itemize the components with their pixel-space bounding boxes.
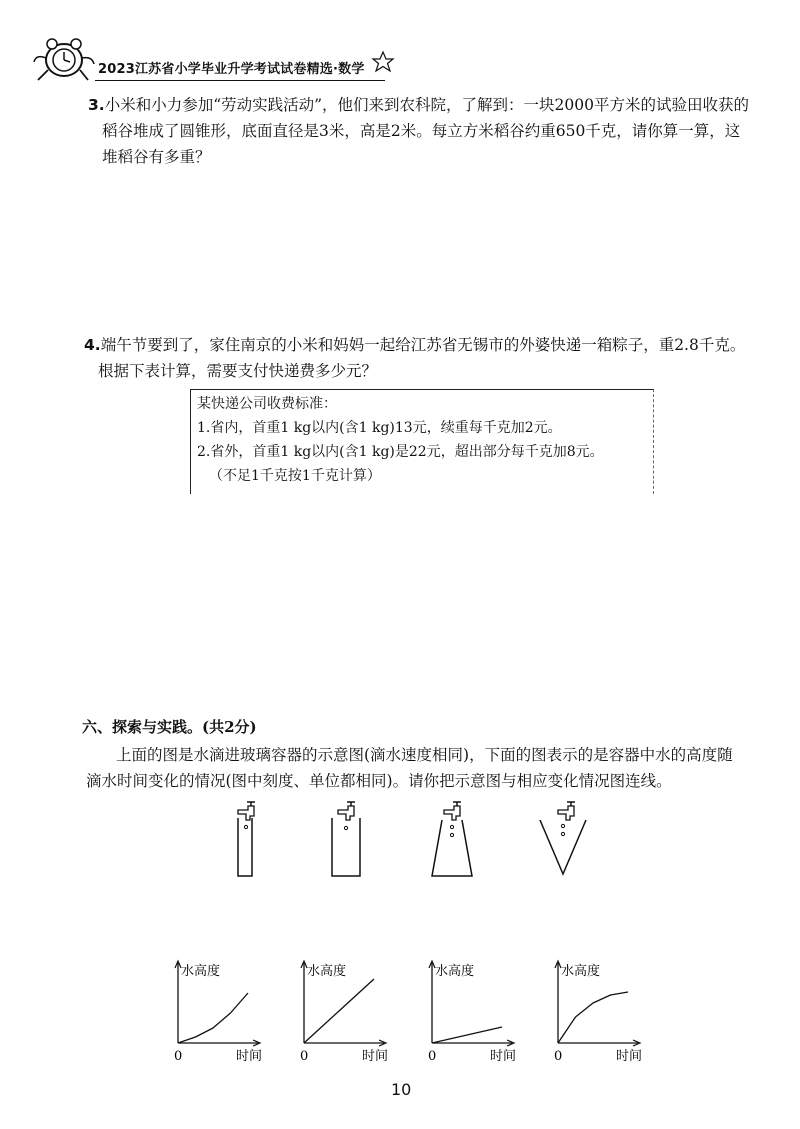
header-title: 2023江苏省小学毕业升学考试试卷精选·数学	[98, 62, 365, 77]
origin-label: 0	[428, 1049, 437, 1064]
section-6-line-1: 上面的图是水滴进玻璃容器的示意图(滴水速度相同)，下面的图表示的是容器中水的高度随	[116, 746, 733, 764]
x-axis-label: 时间	[236, 1049, 263, 1064]
series-line	[558, 992, 628, 1043]
header-rule	[95, 80, 385, 81]
section-6-title: 六、探索与实践。(共2分)	[82, 718, 257, 736]
series-line	[432, 1027, 502, 1043]
origin-label: 0	[300, 1049, 309, 1064]
container-tall-narrow-cylinder	[238, 802, 255, 876]
container-diagrams	[220, 800, 600, 910]
fee-table-title: 某快递公司收费标准：	[197, 396, 337, 412]
fee-rule-2: 2.省外，首重1 kg以内(含1 kg)是22元，超出部分每千克加8元。	[197, 444, 604, 460]
origin-label: 0	[174, 1049, 183, 1064]
container-wide-cylinder	[332, 802, 360, 876]
q3-line-2: 稻谷堆成了圆锥形，底面直径是3米，高是2米。每立方米稻谷约重650千克，请你算一算，这	[102, 122, 741, 140]
q4-number: 4.	[84, 336, 101, 354]
y-axis-label: 水高度	[435, 964, 475, 979]
faucet-icon	[558, 802, 575, 820]
series-line	[304, 979, 374, 1043]
faucet-icon	[238, 802, 255, 820]
height-time-charts	[168, 955, 668, 1065]
section-6-line-2: 滴水时间变化的情况(图中刻度、单位都相同)。请你把示意图与相应变化情况图连线。	[86, 772, 672, 790]
y-axis-label: 水高度	[181, 964, 221, 979]
x-axis-label: 时间	[362, 1049, 389, 1064]
q4-line-1: 端午节要到了，家住南京的小米和妈妈一起给江苏省无锡市的外婆快递一箱粽子，重2.8千克。	[100, 336, 746, 354]
faucet-icon	[338, 802, 355, 820]
q3-line-1: 小米和小力参加“劳动实践活动”，他们来到农科院，了解到：一块2000平方米的试验田收获的	[104, 96, 749, 114]
faucet-icon	[444, 802, 461, 820]
x-axis-label: 时间	[616, 1049, 643, 1064]
container-narrowing-cone	[540, 802, 586, 874]
q4-text	[84, 332, 745, 384]
y-axis-label: 水高度	[561, 964, 601, 979]
charts-svg	[168, 955, 668, 1065]
q3-text	[88, 92, 749, 170]
q3-number: 3.	[88, 96, 105, 114]
alarm-clock-mascot-icon	[28, 30, 98, 86]
star-decoration-icon	[370, 50, 396, 74]
fee-rule-note: （不足1千克按1千克计算）	[209, 468, 381, 484]
q3-line-3: 堆稻谷有多重？	[102, 148, 211, 166]
fee-rule-1: 1.省内，首重1 kg以内(含1 kg)13元，续重每千克加2元。	[197, 420, 562, 436]
fee-table	[190, 389, 654, 494]
origin-label: 0	[554, 1049, 563, 1064]
y-axis-label: 水高度	[307, 964, 347, 979]
page-number: 10	[391, 1080, 412, 1099]
x-axis-label: 时间	[490, 1049, 517, 1064]
q4-line-2: 根据下表计算，需要支付快递费多少元？	[98, 362, 378, 380]
container-widening-cone	[432, 802, 472, 876]
series-line	[178, 993, 248, 1043]
